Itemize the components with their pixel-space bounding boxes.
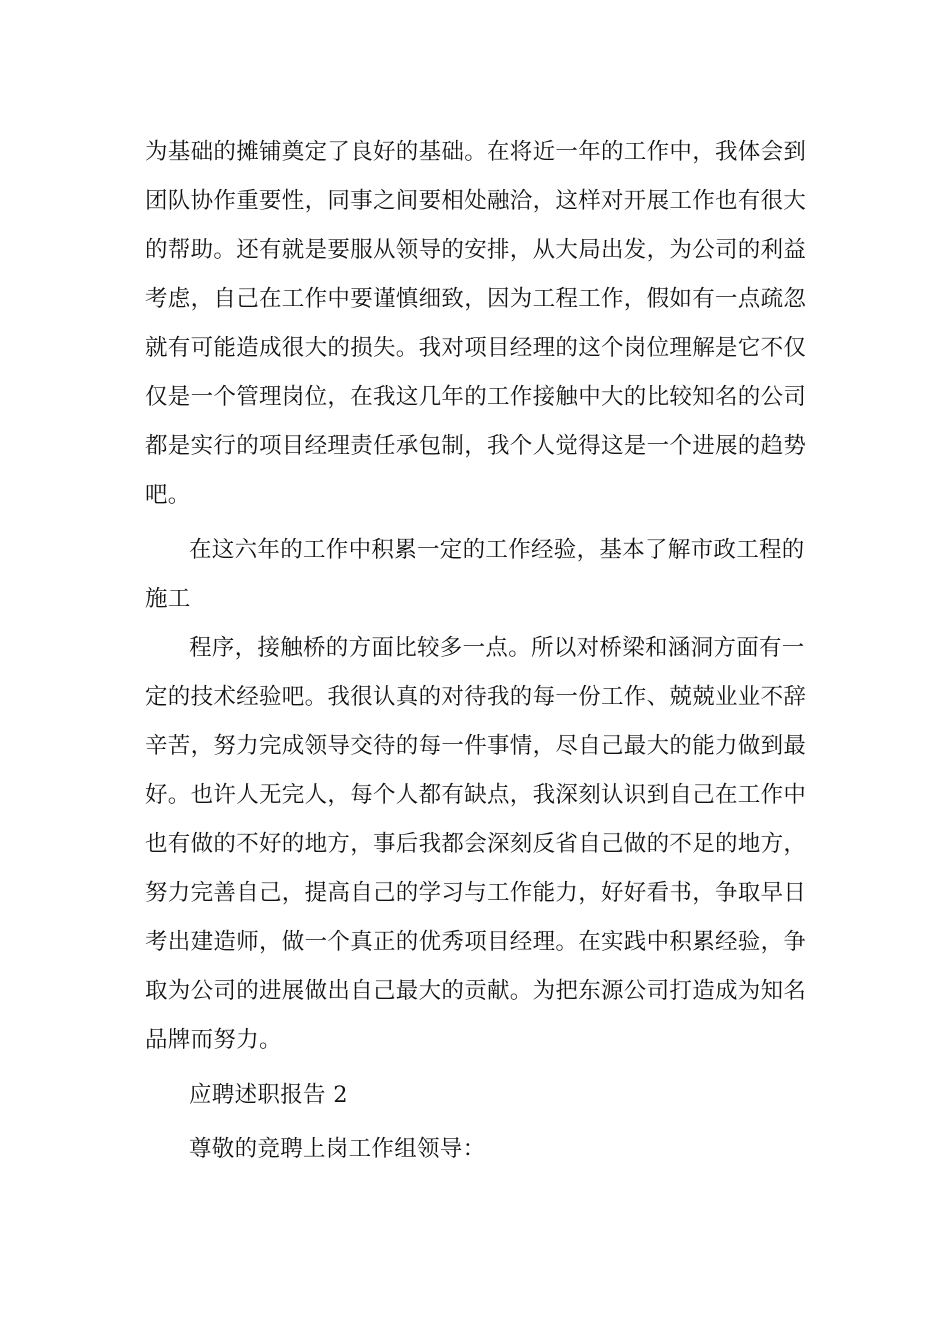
- text-line: 为基础的摊铺奠定了良好的基础。在将近一年的工作中，我体会到: [145, 139, 807, 165]
- text-line: 考虑，自己在工作中要谨慎细致，因为工程工作，假如有一点疏忽: [145, 286, 807, 312]
- paragraph-first-line: 程序，接触桥的方面比较多一点。所以对桥梁和涵洞方面有一: [189, 635, 805, 661]
- text-line: 仅是一个管理岗位，在我这几年的工作接触中大的比较知名的公司: [145, 384, 807, 410]
- text-line: 考出建造师，做一个真正的优秀项目经理。在实践中积累经验，争: [145, 929, 807, 955]
- text-line: 取为公司的进展做出自己最大的贡献。为把东源公司打造成为知名: [145, 978, 807, 1004]
- text-line: 辛苦，努力完成领导交待的每一件事情，尽自己最大的能力做到最: [145, 733, 807, 759]
- text-line: 好。也许人无完人，每个人都有缺点，我深刻认识到自己在工作中: [145, 782, 807, 808]
- text-line: 都是实行的项目经理责任承包制，我个人觉得这是一个进展的趋势: [145, 433, 807, 459]
- text-line: 努力完善自己，提高自己的学习与工作能力，好好看书，争取早日: [145, 880, 807, 906]
- text-line: 也有做的不好的地方，事后我都会深刻反省自己做的不足的地方，: [145, 831, 807, 857]
- text-line: 团队协作重要性，同事之间要相处融洽，这样对开展工作也有很大: [145, 188, 807, 214]
- text-line: 定的技术经验吧。我很认真的对待我的每一份工作、兢兢业业不辞: [145, 684, 807, 710]
- section-heading: 应聘述职报告 2: [189, 1082, 348, 1108]
- text-line: 品牌而努力。: [145, 1027, 282, 1053]
- text-line: 吧。: [145, 482, 191, 508]
- salutation: 尊敬的竞聘上岗工作组领导：: [189, 1136, 486, 1162]
- text-line: 的帮助。还有就是要服从领导的安排，从大局出发，为公司的利益: [145, 237, 807, 263]
- text-line: 施工: [145, 586, 191, 612]
- paragraph-first-line: 在这六年的工作中积累一定的工作经验，基本了解市政工程的: [189, 537, 805, 563]
- text-line: 就有可能造成很大的损失。我对项目经理的这个岗位理解是它不仅: [145, 335, 807, 361]
